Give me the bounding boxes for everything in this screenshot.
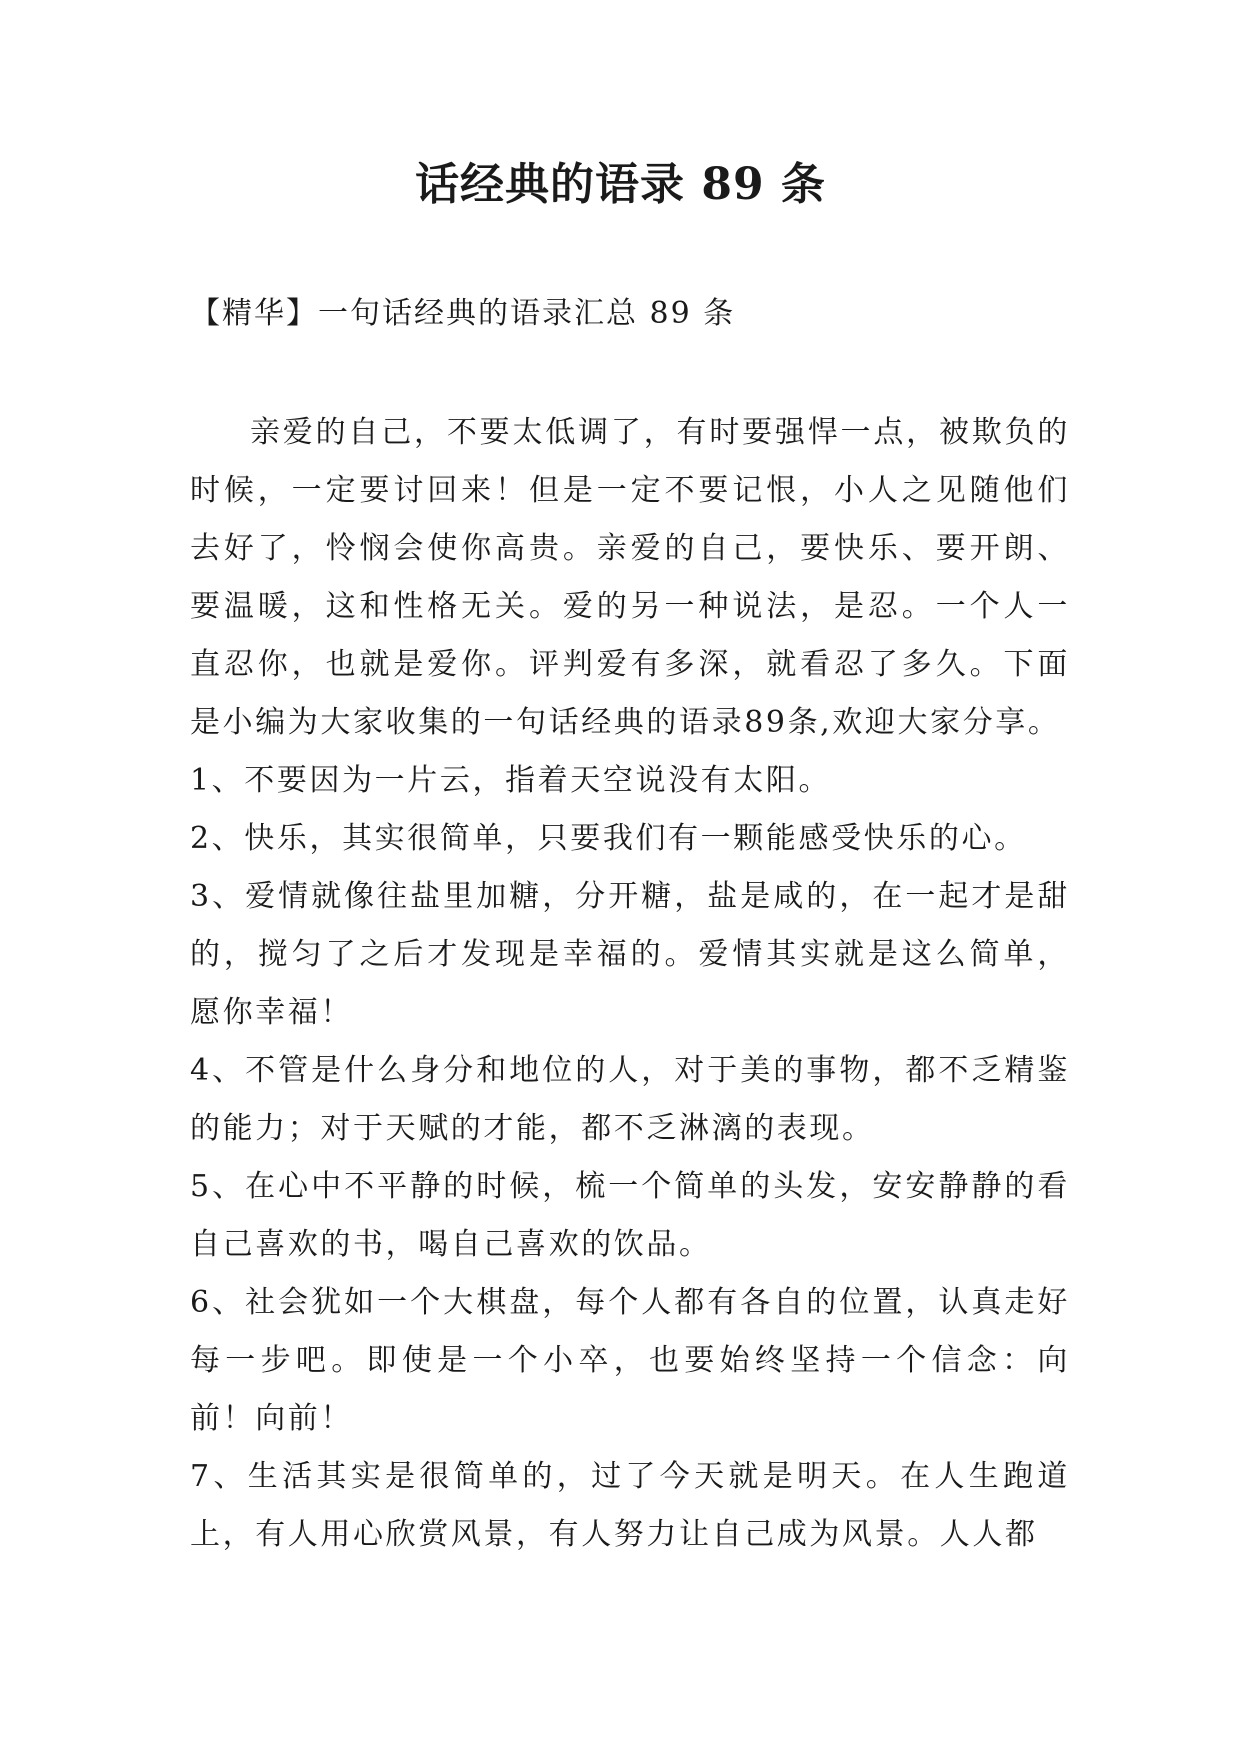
list-item: 2、快乐，其实很简单，只要我们有一颗能感受快乐的心。 — [190, 821, 1027, 856]
list-item: 4、不管是什么身分和地位的人，对于美的事物，都不乏精鉴的能力；对于天赋的才能，都不乏淋漓的表现。 — [190, 1053, 1070, 1146]
intro-paragraph: 亲爱的自己，不要太低调了，有时要强悍一点，被欺负的时候，一定要讨回来！但是一定不要记恨，小人之见随他们去好了，怜悯会使你高贵。亲爱的自己，要快乐、要开朗、要温暖，这和性格无关。爱的另一种说法，是忍。一个人一直忍你，也就是爱你。评判爱有多深，就看忍了多久。下面是小编为大家收集的一句话经典的语录89条,欢迎大家分享。 — [190, 415, 1070, 740]
document-body — [190, 404, 1070, 1564]
list-item: 3、爱情就像往盐里加糖，分开糖，盐是咸的，在一起才是甜的，搅匀了之后才发现是幸福的。爱情其实就是这么简单，愿你幸福！ — [190, 879, 1070, 1030]
list-item: 1、不要因为一片云，指着天空说没有太阳。 — [190, 763, 832, 798]
list-item: 5、在心中不平静的时候，梳一个简单的头发，安安静静的看自己喜欢的书，喝自己喜欢的饮品。 — [190, 1169, 1070, 1262]
list-item: 7、生活其实是很简单的，过了今天就是明天。在人生跑道上，有人用心欣赏风景，有人努力让自己成为风景。人人都 — [190, 1459, 1070, 1552]
document-title: 话经典的语录 89 条 — [415, 159, 826, 210]
document-subtitle: 【精华】一句话经典的语录汇总 89 条 — [190, 296, 736, 331]
list-item: 6、社会犹如一个大棋盘，每个人都有各自的位置，认真走好每一步吧。即使是一个小卒，也要始终坚持一个信念：向前！向前！ — [190, 1285, 1070, 1436]
